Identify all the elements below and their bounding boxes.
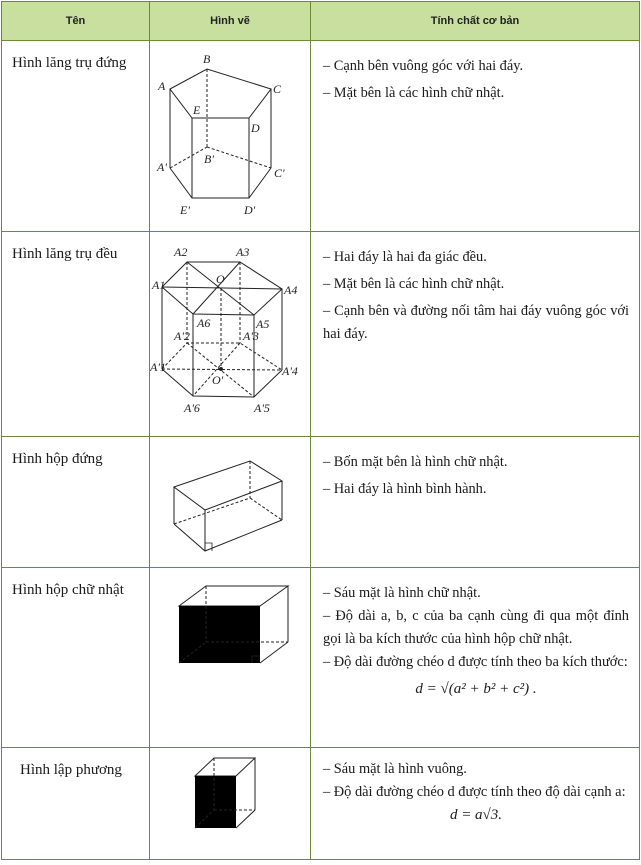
header-figure: Hình vẽ: [150, 2, 311, 41]
regular-prism-figure: [150, 232, 310, 432]
label-E1: E': [180, 203, 190, 217]
label-O: O: [216, 272, 225, 286]
label-A2: A2: [174, 245, 188, 259]
property-text: – Độ dài a, b, c của ba cạnh cùng đi qua một đỉnh gọi là ba kích thước của hình hộp chữ nhật.: [323, 608, 629, 647]
property-text: – Hai đáy là hình bình hành.: [323, 481, 487, 497]
properties-cell: [311, 568, 640, 748]
label-D1: D': [244, 203, 256, 217]
row-name: Hình lập phương: [2, 748, 150, 860]
label-A6: A6: [197, 316, 211, 330]
properties-cell: [311, 232, 640, 437]
figure-cell: [150, 748, 311, 860]
figure-cell: [150, 41, 311, 232]
figure-cell: [150, 568, 311, 748]
label-A1p: A'1: [150, 360, 166, 374]
label-A1: A': [157, 160, 167, 174]
property-text: – Độ dài đường chéo d được tính theo ba kích thước:: [323, 654, 628, 670]
table-row: [2, 41, 640, 232]
label-A3: A3: [236, 245, 250, 259]
label-A4p: A'4: [282, 364, 298, 378]
properties-cell: [311, 41, 640, 232]
label-B: B: [203, 52, 211, 66]
label-A6p: A'6: [184, 401, 200, 415]
label-Op: O': [212, 373, 224, 387]
table-row: [2, 232, 640, 437]
label-A5: A5: [256, 317, 270, 331]
label-C: C: [273, 82, 282, 96]
diagonal-formula: d = a√3.: [449, 807, 503, 823]
label-D: D: [251, 121, 260, 135]
right-parallelepiped-figure: [150, 437, 310, 565]
properties-table: [1, 1, 640, 860]
label-A2p: A'2: [174, 329, 190, 343]
property-text: – Hai đáy là hai đa giác đều.: [323, 249, 487, 265]
properties-cell: [311, 437, 640, 568]
figure-cell: [150, 437, 311, 568]
label-A3p: A'3: [243, 329, 259, 343]
property-text: – Sáu mặt là hình chữ nhật.: [323, 585, 481, 601]
row-name: Hình hộp chữ nhật: [2, 568, 150, 748]
property-text: – Mặt bên là các hình chữ nhật.: [323, 85, 505, 101]
label-A1: A1: [152, 278, 166, 292]
header-row: [2, 2, 640, 41]
row-name: Hình hộp đứng: [2, 437, 150, 568]
property-text: – Cạnh bên vuông góc với hai đáy.: [323, 58, 524, 74]
label-C1: C': [274, 166, 285, 180]
table-row: [2, 437, 640, 568]
diagonal-formula: d = √(a² + b² + c²) .: [415, 681, 537, 697]
properties-cell: [311, 748, 640, 860]
rectangular-box-figure: [150, 568, 310, 718]
property-text: – Mặt bên là các hình chữ nhật.: [323, 276, 505, 292]
property-text: – Sáu mặt là hình vuông.: [323, 761, 467, 777]
table-row: [2, 568, 640, 748]
row-name: Hình lăng trụ đứng: [2, 41, 150, 232]
header-name: Tên: [2, 2, 150, 41]
property-text: – Cạnh bên và đường nối tâm hai đáy vuông góc với hai đáy.: [323, 303, 629, 342]
label-E: E: [193, 103, 201, 117]
header-properties: Tính chất cơ bản: [311, 2, 640, 41]
row-name: Hình lăng trụ đều: [2, 232, 150, 437]
label-A5p: A'5: [254, 401, 270, 415]
label-B1: B': [204, 152, 214, 166]
property-text: – Độ dài đường chéo d được tính theo độ dài cạnh a:: [323, 784, 626, 800]
property-text: – Bốn mặt bên là hình chữ nhật.: [323, 454, 508, 470]
label-A4: A4: [284, 283, 298, 297]
table-row: [2, 748, 640, 860]
right-prism-figure: [150, 41, 310, 226]
cube-figure: [150, 748, 310, 848]
figure-cell: [150, 232, 311, 437]
label-A: A: [158, 79, 166, 93]
